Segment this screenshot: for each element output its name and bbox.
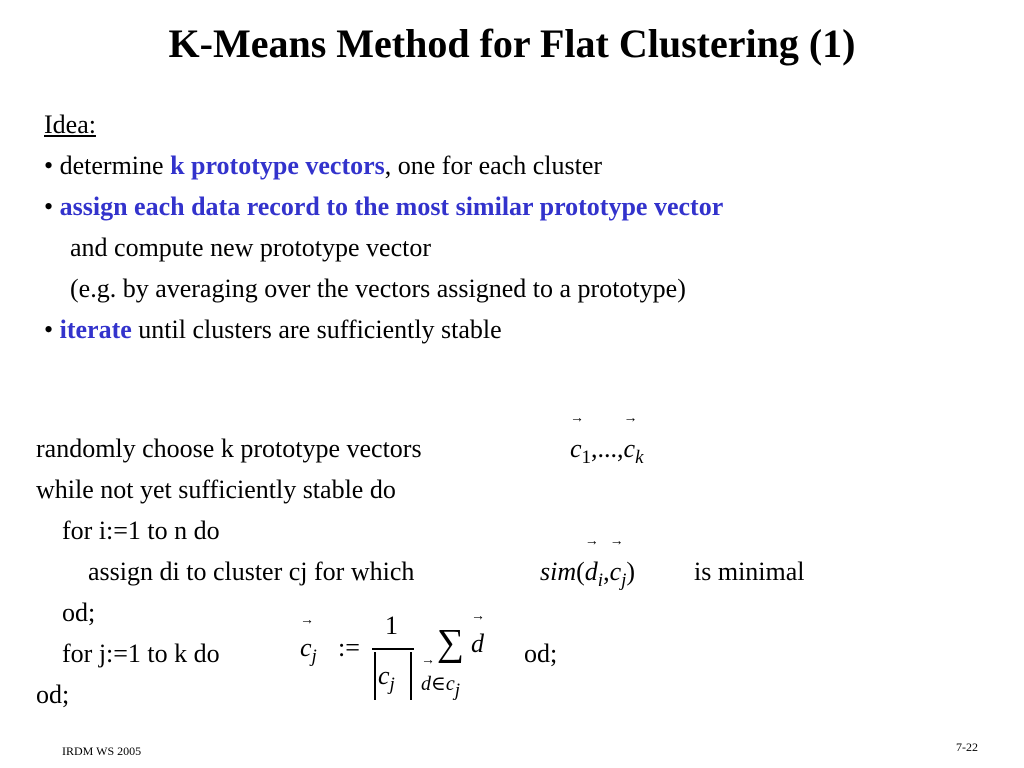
fraction-numerator: 1 <box>385 611 398 640</box>
algo-line-6: for j:=1 to k do <box>62 639 220 668</box>
summation-symbol: ∑ <box>437 622 465 664</box>
algo-line-4: assign di to cluster cj for which <box>88 557 415 586</box>
summation-range: → $d\in c_j$ <box>421 670 460 705</box>
algo-line-1: randomly choose k prototype vectors <box>36 434 422 463</box>
idea-heading: Idea: <box>44 110 96 139</box>
bullet-2: • assign each data record to the most similar prototype vector <box>44 192 724 221</box>
algo-line-2: while not yet sufficiently stable do <box>36 475 396 504</box>
bullet-3: • iterate until clusters are sufficiently stable <box>44 315 502 344</box>
bullet-1: • determine k prototype vectors, one for each cluster <box>44 151 603 180</box>
idea-section <box>44 104 723 350</box>
abs-bar-right <box>410 652 412 700</box>
algorithm-pseudocode <box>36 428 422 715</box>
slide-title: K-Means Method for Flat Clustering (1) <box>168 21 856 66</box>
algo-line-5: od; <box>62 598 96 627</box>
footer-page-number: 7-22 <box>956 740 978 754</box>
algo-line-3: for i:=1 to n do <box>62 516 220 545</box>
abs-bar-left <box>374 652 376 700</box>
fraction-line <box>372 648 414 650</box>
bullet-2-continuation-2: (e.g. by averaging over the vectors assigned to a prototype) <box>70 274 686 303</box>
bullet-2-continuation-1: and compute new prototype vector <box>70 233 431 262</box>
fraction-denominator: $c_j$ <box>378 661 395 695</box>
inner-loop-end: od; <box>524 639 558 668</box>
formula-similarity: $sim(\to d_i,\to c_j)$ <box>540 551 635 601</box>
formula-centroid-lhs: → $c_j$ <box>300 630 317 675</box>
summation-vector-d: → d <box>471 626 484 662</box>
assign-operator: := <box>338 633 360 662</box>
algo-line-7: od; <box>36 680 70 709</box>
formula-prototype-vectors: → $c_1,...,\to c_k$ <box>570 428 644 478</box>
is-minimal-text: is minimal <box>694 557 805 586</box>
footer-course: IRDM WS 2005 <box>62 744 142 758</box>
